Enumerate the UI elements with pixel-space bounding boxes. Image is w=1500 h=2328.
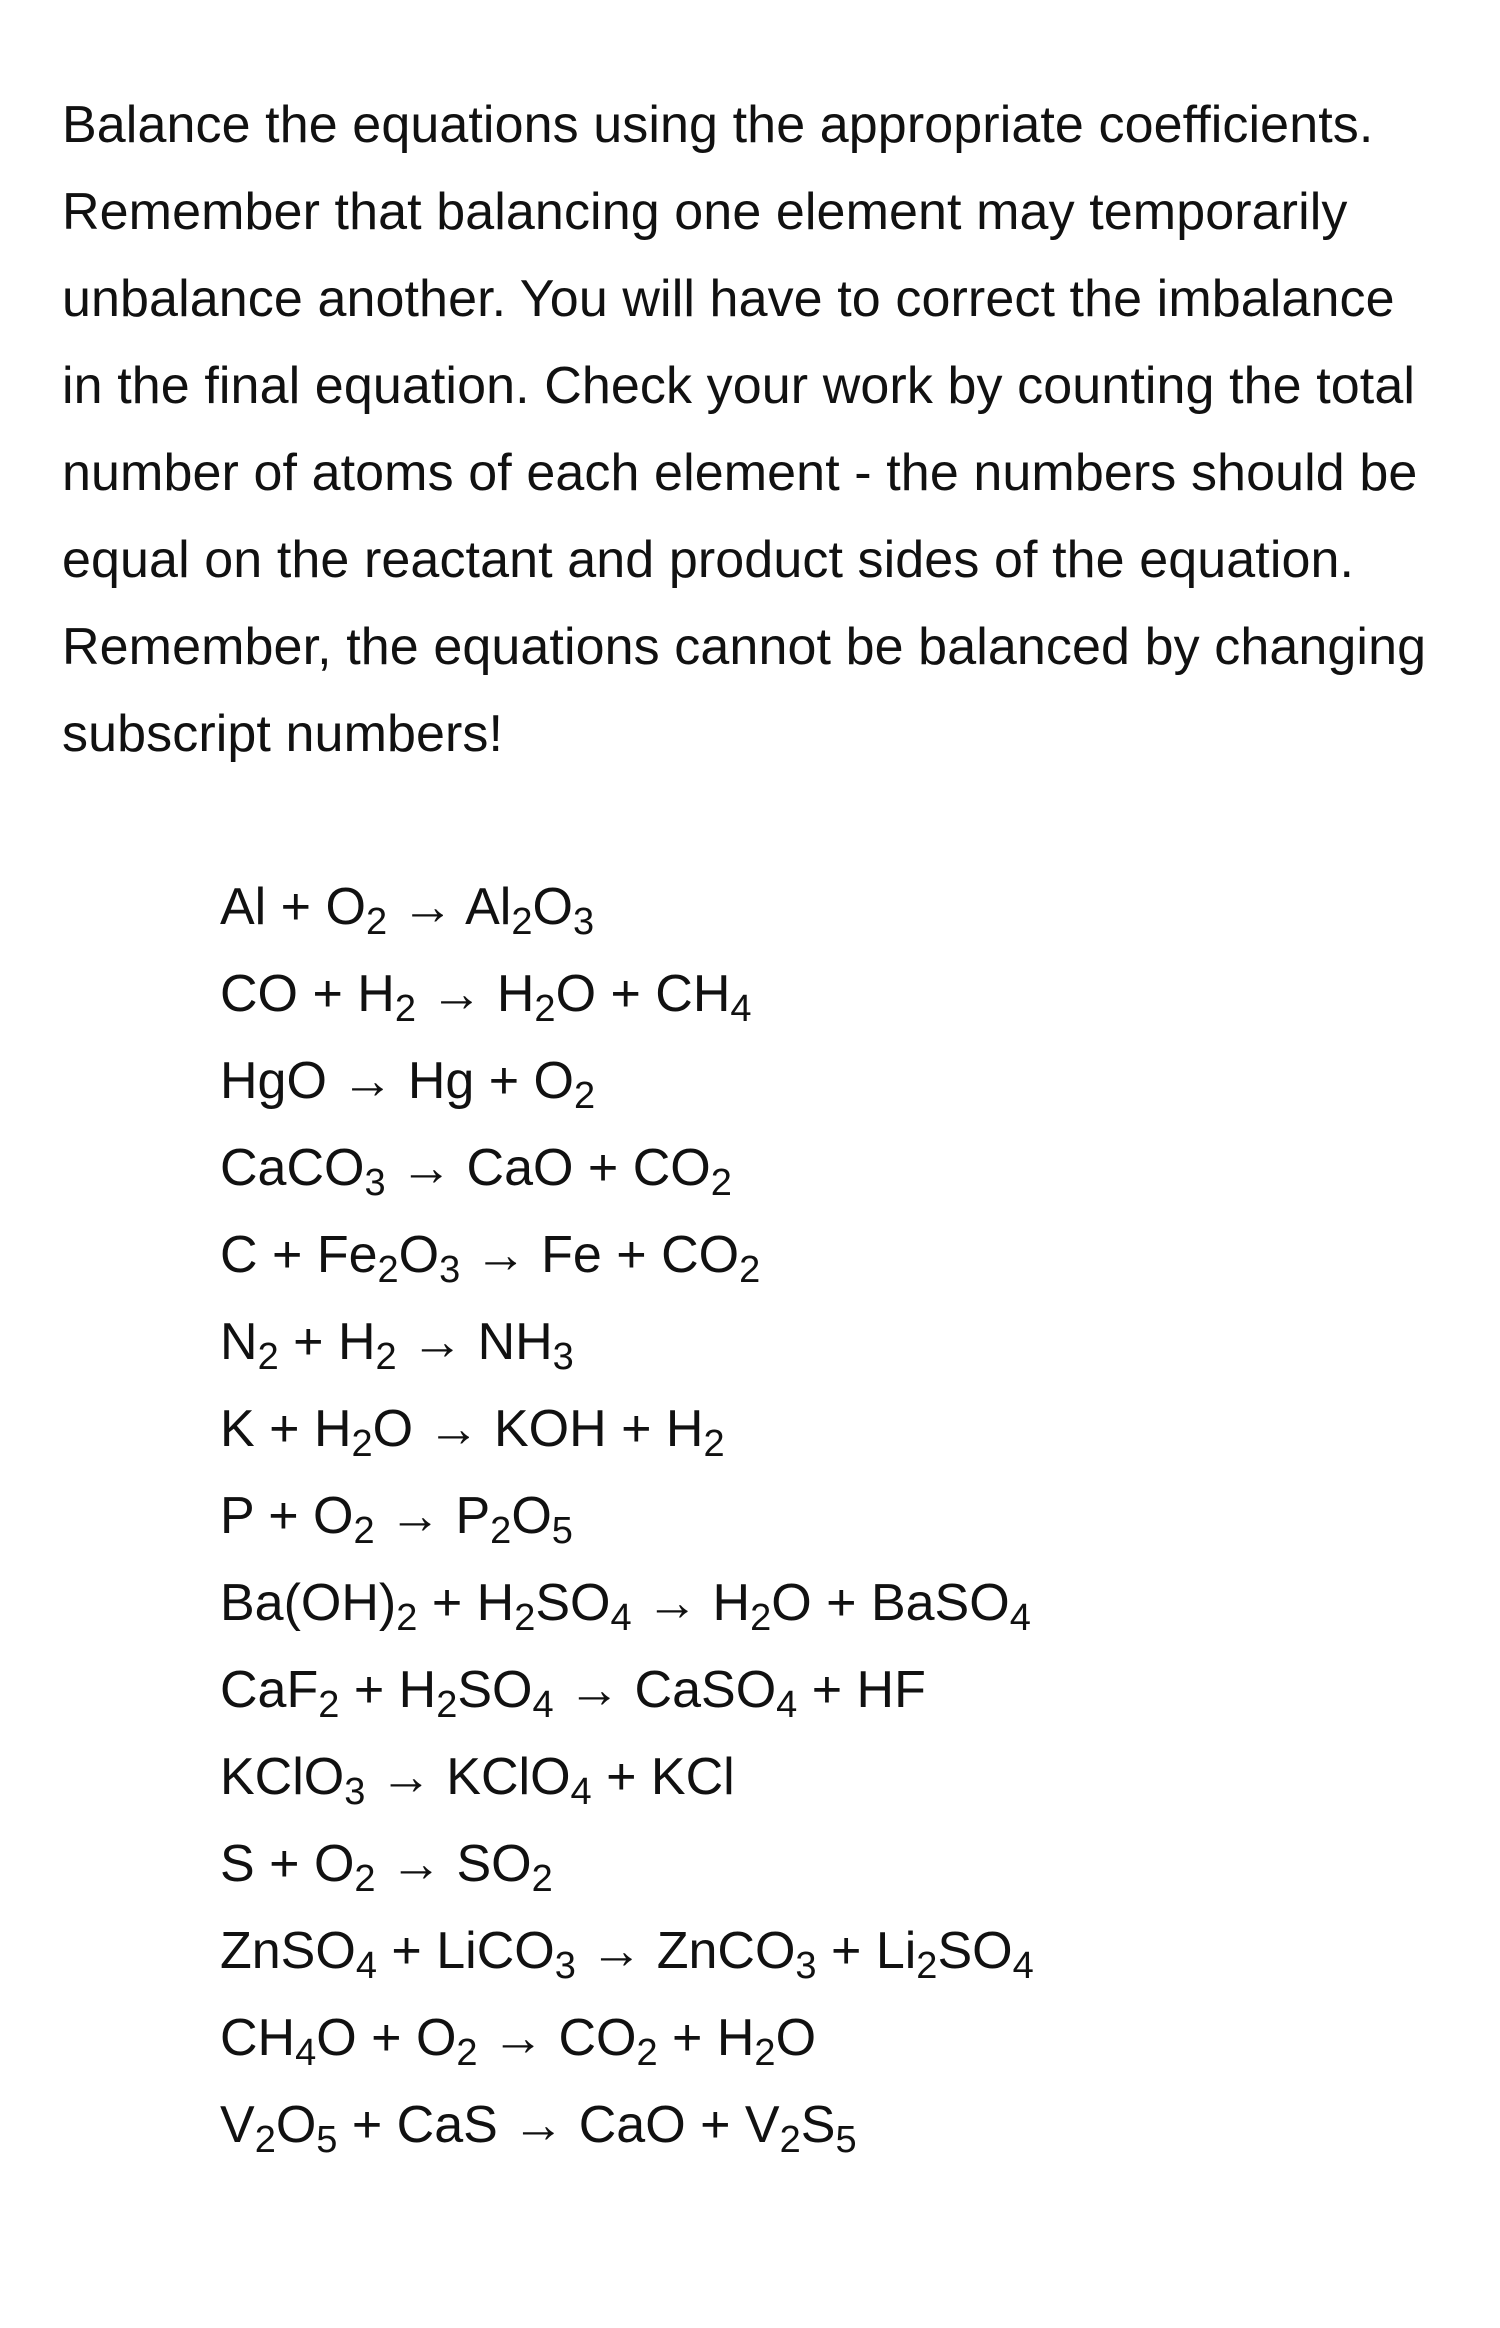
instructions-paragraph: Balance the equations using the appropriate coefficients. Remember that balancing one element may temporarily unbalance another. You will have to correct the imbalance in the final equation. Check your work by counting the total number of atoms of each element - the numbers should be equal on the reactant and product sides of the equation. Remember, the equations cannot be balanced by changing subscript numbers! — [62, 96, 1427, 763]
equation-line: HgO → $Hg + O_2$ — [220, 1052, 596, 1117]
equation-line: $CaF_2 + H_2SO_4$ → CaSO$_4$ + HF — [220, 1661, 926, 1726]
equation-line: $K + H_2O$ → KOH + $H_2$ — [220, 1400, 725, 1465]
equation-line: KClO$_3$ → KClO$_4$ + KCl — [220, 1748, 735, 1813]
equation-line: $V_2O_5$ + CaS → CaO + $V_2S_5$ — [220, 2096, 857, 2161]
equation-line: CO + $H_2 \to H_2O + CH_4$ — [220, 965, 752, 1030]
equation-line: $P + O_2 \to P_2O_5$ — [220, 1487, 573, 1552]
equation-line: $Ba(OH)_2 + H_2SO_4 \to H_2O$ + BaSO$_4$ — [220, 1574, 1031, 1639]
equation-line: $Al + O_2 \to Al_2O_3$ — [220, 878, 595, 943]
equation-line: $C + Fe_2O_3 \to Fe + CO_2$ — [220, 1226, 761, 1291]
equation-line: CaCO$_3$ → CaO + $CO_2$ — [220, 1139, 732, 1204]
equation-line: $S + O_2 \to SO_2$ — [220, 1835, 553, 1900]
equation-line: ZnSO$_4$ + LiCO$_3$ → ZnCO$_3$ + $Li_2SO_4$ — [220, 1922, 1034, 1987]
equation-list — [220, 864, 1034, 2169]
equation-line: $N_2 + H_2 \to NH_3$ — [220, 1313, 574, 1378]
equation-line: $CH_4O + O_2 \to CO_2 + H_2O$ — [220, 2009, 817, 2074]
